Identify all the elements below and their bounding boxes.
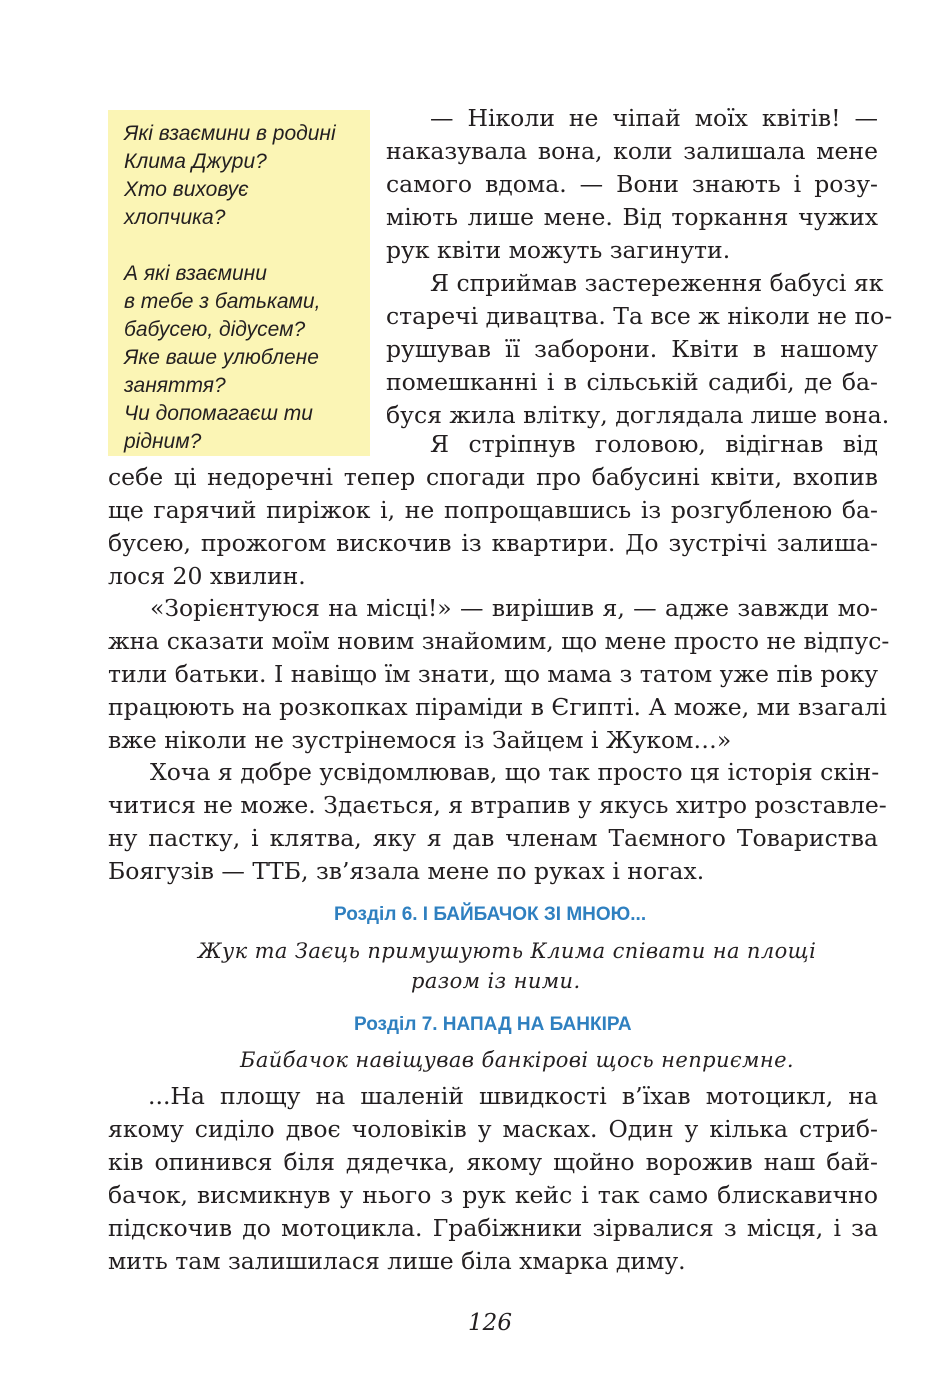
question-line: Яке ваше улюблене: [124, 346, 319, 369]
text-line: — Ніколи не чіпай моїх квітів! —: [430, 104, 878, 132]
text-line: мить там залишилася лише біла хмарка диму.: [108, 1247, 686, 1275]
text-line: рук квіти можуть загинути.: [386, 236, 731, 264]
text-line: буся жила влітку, доглядала лише вона.: [386, 401, 890, 429]
text-line: бусею, прожогом вискочив із квартири. До зустрічі залиша-: [108, 529, 878, 557]
question-line: А які взаємини: [124, 262, 267, 285]
text-line: працюють на розкопках піраміди в Єгипті. А може, ми взагалі: [108, 693, 887, 721]
chapter-6-heading: Розділ 6. І БАЙБАЧОК ЗІ МНОЮ...: [334, 904, 647, 925]
question-line: Клима Джури?: [124, 150, 267, 173]
chapter-6-summary: разом із ними.: [411, 969, 581, 993]
text-line: себе ці недоречні тепер спогади про бабусині квіти, вхопив: [108, 463, 878, 491]
question-line: бабусею, дідусем?: [124, 318, 306, 341]
text-line: ків опинився біля дядечка, якому щойно ворожив наш бай-: [108, 1148, 878, 1176]
text-line: міють лише мене. Від торкання чужих: [386, 203, 878, 231]
chapter-7-heading: Розділ 7. НАПАД НА БАНКІРА: [354, 1014, 632, 1035]
text-line: лося 20 хвилин.: [108, 562, 306, 590]
text-line: підскочив до мотоцикла. Грабіжники зірвалися з місця, і за: [108, 1214, 878, 1242]
chapter-7-summary: Байбачок навіщував банкірові щось неприємне.: [240, 1048, 794, 1072]
question-line: Які взаємини в родині: [124, 122, 336, 145]
question-line: заняття?: [124, 374, 226, 397]
text-line: ще гарячий пиріжок і, не попрощавшись із розгубленою ба-: [108, 496, 878, 524]
text-line: «Зорієнтуюся на місці!» — вирішив я, — адже завжди мо-: [150, 594, 878, 622]
text-line: Хоча я добре усвідомлював, що так просто ця історія скін-: [150, 758, 880, 786]
question-line: хлопчика?: [124, 206, 226, 229]
text-line: помешканні і в сільській садибі, де ба-: [386, 368, 878, 396]
text-line: наказувала вона, коли залишала мене: [386, 137, 878, 165]
text-line: якому сиділо двоє чоловіків у масках. Один у кілька стриб-: [108, 1115, 878, 1143]
text-line: ну пастку, і клятва, яку я дав членам Таємного Товариства: [108, 824, 878, 852]
text-line: читися не може. Здається, я втрапив у якусь хитро розставле-: [108, 791, 887, 819]
text-line: бачок, висмикнув у нього з рук кейс і так само блискавично: [108, 1181, 878, 1209]
question-line: рідним?: [124, 430, 202, 453]
question-gap: [124, 232, 360, 260]
page-number: 126: [468, 1310, 512, 1336]
text-line: ...На площу на шаленій швидкості в’їхав мотоцикл, на: [148, 1082, 878, 1110]
text-line: вже ніколи не зустрінемося із Зайцем і Жуком…»: [108, 726, 732, 754]
question-line: Хто виховує: [124, 178, 249, 201]
question-line: в тебе з батьками,: [124, 290, 321, 313]
text-line: самого вдома. — Вони знають і розу-: [386, 170, 878, 198]
text-line: Боягузів — ТТБ, зв’язала мене по руках і ногах.: [108, 857, 705, 885]
text-line: жна сказати моїм новим знайомим, що мене просто не відпус-: [108, 627, 890, 655]
question-line: Чи допомагаєш ти: [124, 402, 313, 425]
text-line: рушував її заборони. Квіти в нашому: [386, 335, 878, 363]
text-line: старечі дивацтва. Та все ж ніколи не по-: [386, 302, 893, 330]
chapter-6-summary: Жук та Заєць примушують Клима співати на площі: [198, 939, 817, 963]
text-line: Я стріпнув головою, відігнав від: [430, 430, 878, 458]
text-line: Я сприймав застереження бабусі як: [430, 269, 884, 297]
text-line: тили батьки. І навіщо їм знати, що мама з татом уже пів року: [108, 660, 879, 688]
discussion-questions-box: [108, 110, 370, 456]
